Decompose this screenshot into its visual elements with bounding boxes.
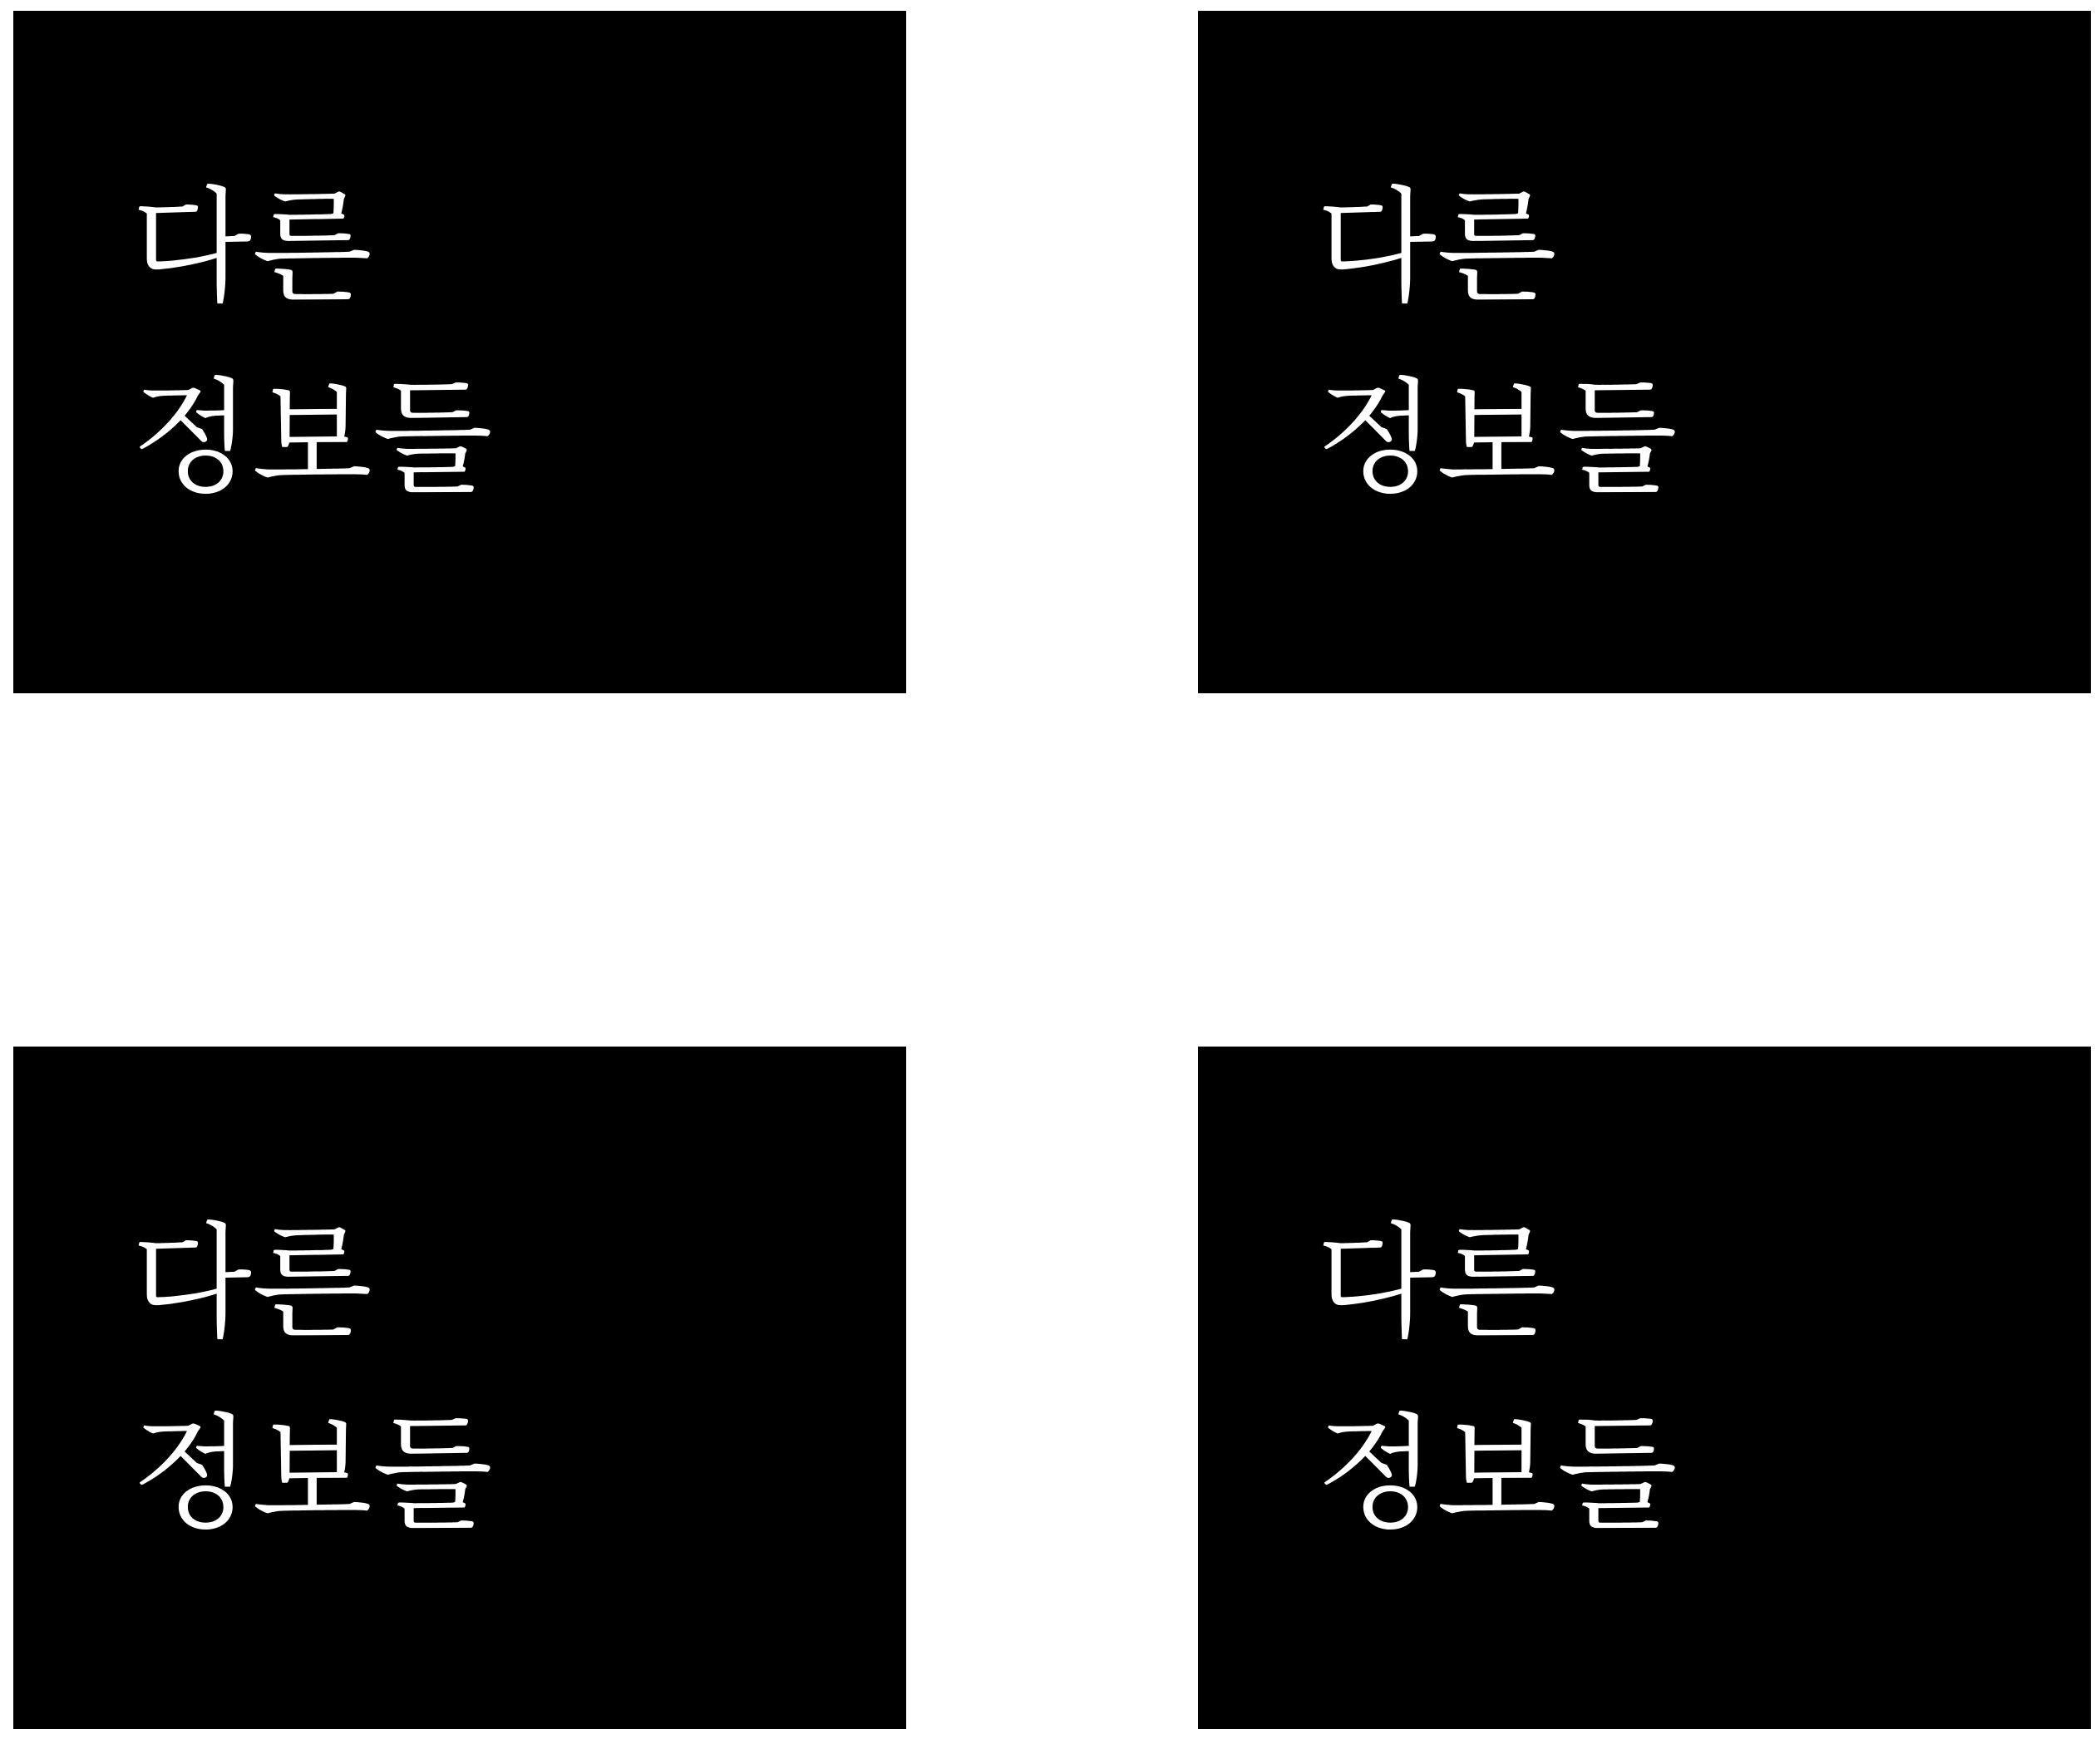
card-text: [131, 152, 493, 535]
card-line-2: 정보들: [1316, 1402, 1678, 1547]
card-text: [131, 1188, 493, 1570]
card-line-1: 다른: [131, 175, 372, 320]
card-line-2: 정보들: [1316, 367, 1678, 511]
card-line-1: 다른: [1316, 1211, 1557, 1356]
card-line-2: 정보들: [131, 1402, 493, 1547]
info-card-bottom-right: [1198, 1047, 2091, 1729]
card-text: [1316, 152, 1678, 535]
card-line-2: 정보들: [131, 367, 493, 511]
info-card-top-right: [1198, 11, 2091, 693]
info-card-top-left: [13, 11, 906, 693]
card-line-1: 다른: [1316, 175, 1557, 320]
card-text: [1316, 1188, 1678, 1570]
card-line-1: 다른: [131, 1211, 372, 1356]
info-card-bottom-left: [13, 1047, 906, 1729]
